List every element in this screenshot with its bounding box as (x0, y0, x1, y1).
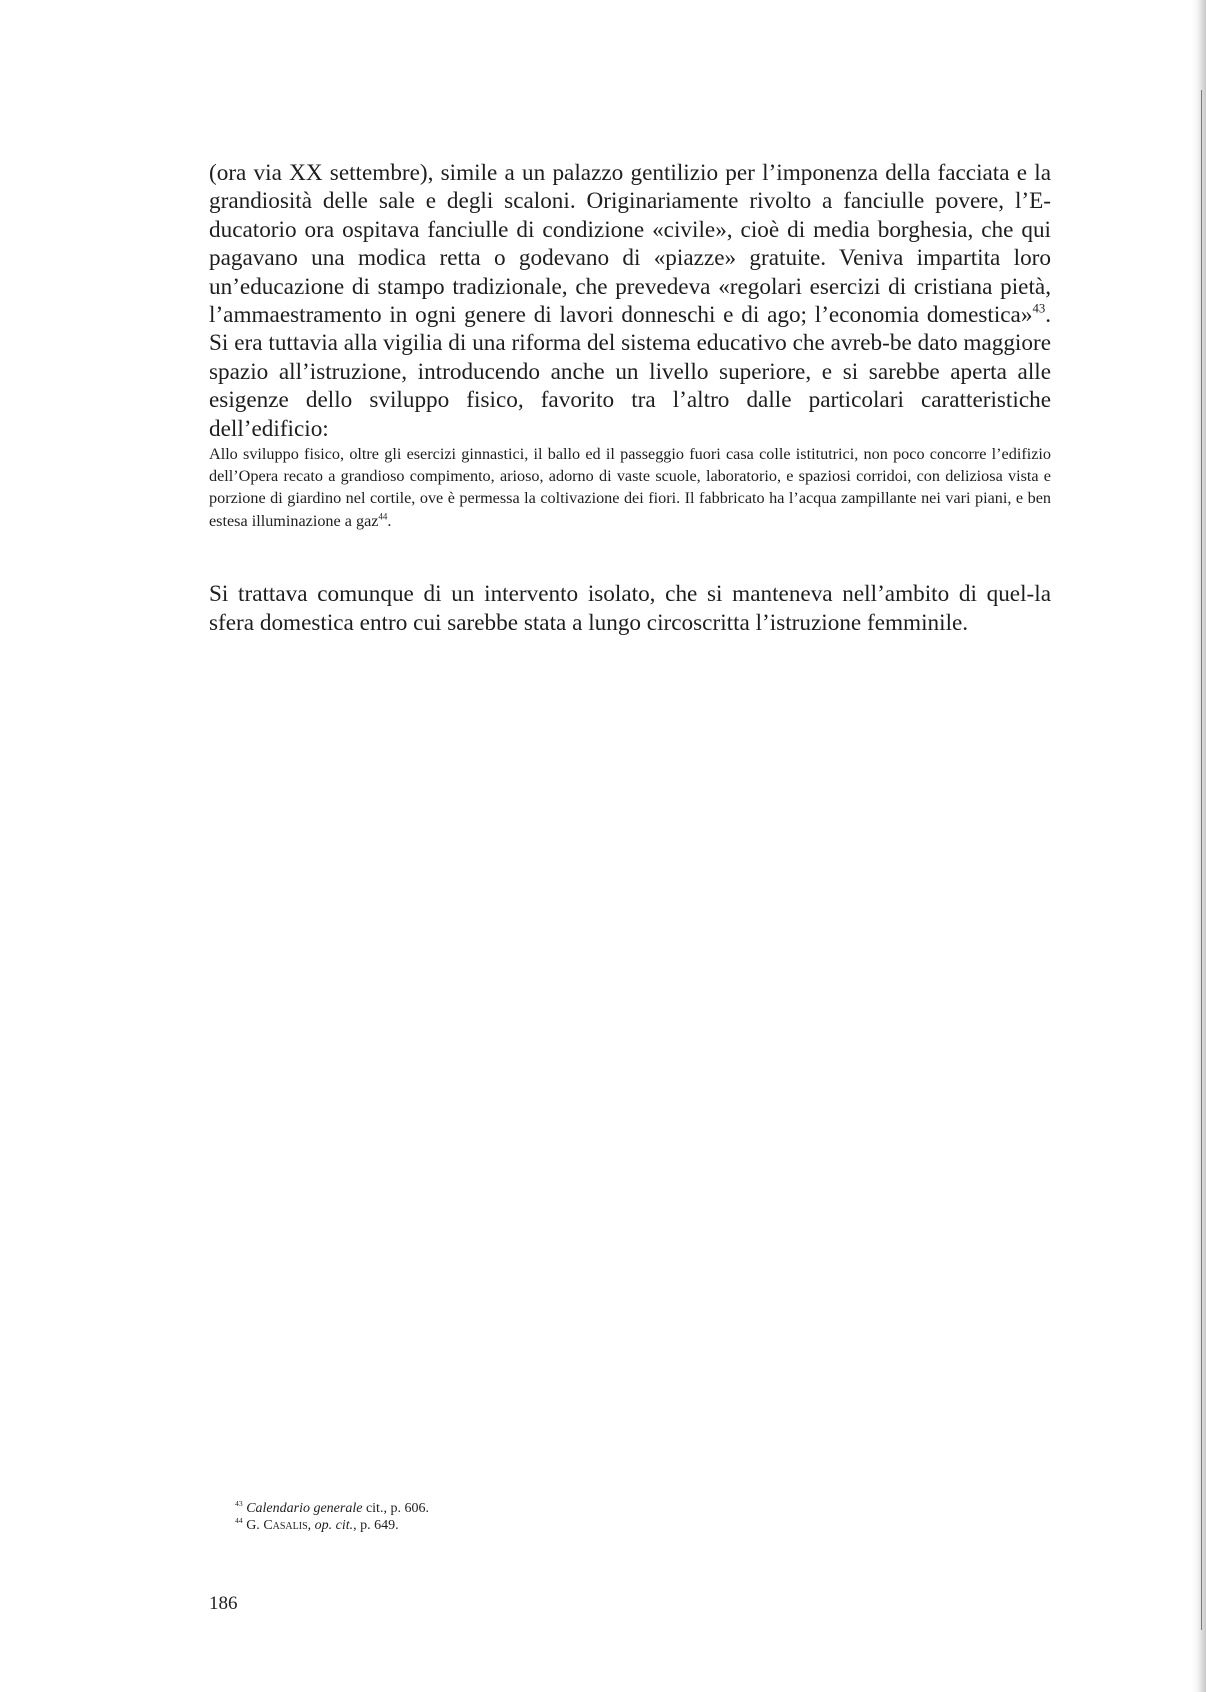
footnote-number: 44 (235, 1516, 243, 1526)
footnote-separator: , (307, 1518, 315, 1533)
page-edge-line (1201, 90, 1202, 1630)
footnote-title: op. cit. (314, 1518, 354, 1533)
footnote-44 (235, 1517, 835, 1534)
footnote-43 (235, 1500, 835, 1517)
footnote-rest: , p. 649. (353, 1518, 399, 1533)
body-paragraph-text-b: . Si era tuttavia alla vigilia di una riforma del sistema educativo che avreb-be dato maggiore spazio all’istruzione, introducendo anche un livello superiore, e si sarebbe aperta alle esigenze dello sviluppo fisico, favorito tra l’altro dalle particolari caratteristiche dell’edificio: (209, 302, 1051, 442)
closing-paragraph: Si trattava comunque di un intervento isolato, che si manteneva nell’ambito di quel-la sfera domestica entro cui sarebbe stata a lungo circoscritta l’istruzione femminile. (209, 581, 1051, 636)
block-quote-text: Allo sviluppo fisico, oltre gli esercizi ginnastici, il ballo ed il passeggio fuori casa colle istitutrici, non poco concorre l’edifizio dell’Opera recato a grandioso compimento, arioso, adorno di vaste scuole, laboratorio, e spaziosi corridoi, con deliziosa vista e porzione di giardino nel cortile, ove è permessa la coltivazione dei fiori. Il fabbricato ha l’acqua zampillante nei vari piani, e ben estesa illuminazione a gaz (209, 445, 1051, 530)
body-paragraph-text-a: (ora via XX settembre), simile a un palazzo gentilizio per l’imponenza della facciata e la grandiosità delle sale e degli scaloni. Originariamente rivolto a fanciulle povere, l’E-ducatorio ora ospitava fanciulle di condizione «civile», cioè di media borghesia, che qui pagavano una modica retta o godevano di «piazze» gratuite. Veniva impartita loro un’educazione di stampo tradizionale, che prevedeva «regolari esercizi di cristiana pietà, l’ammaestramento in ogni genere di lavori donneschi e di ago; l’economia domestica» (209, 160, 1051, 329)
block-quote-end: . (387, 511, 392, 530)
footnote-author-initial: G. (246, 1518, 264, 1533)
footnote-rest: cit., p. 606. (362, 1501, 429, 1516)
footnote-ref-44: 44 (378, 510, 388, 521)
page-edge-shadow (1192, 0, 1206, 1692)
body-paragraph (209, 159, 1051, 443)
footnote-ref-43: 43 (1032, 301, 1046, 316)
footnote-title: Calendario generale (246, 1501, 363, 1516)
block-quote (209, 443, 1051, 532)
footnotes (235, 1500, 835, 1534)
footnote-author-name: Casalis (263, 1518, 308, 1533)
page-number: 186 (209, 1593, 238, 1614)
footnote-number: 43 (235, 1499, 243, 1509)
